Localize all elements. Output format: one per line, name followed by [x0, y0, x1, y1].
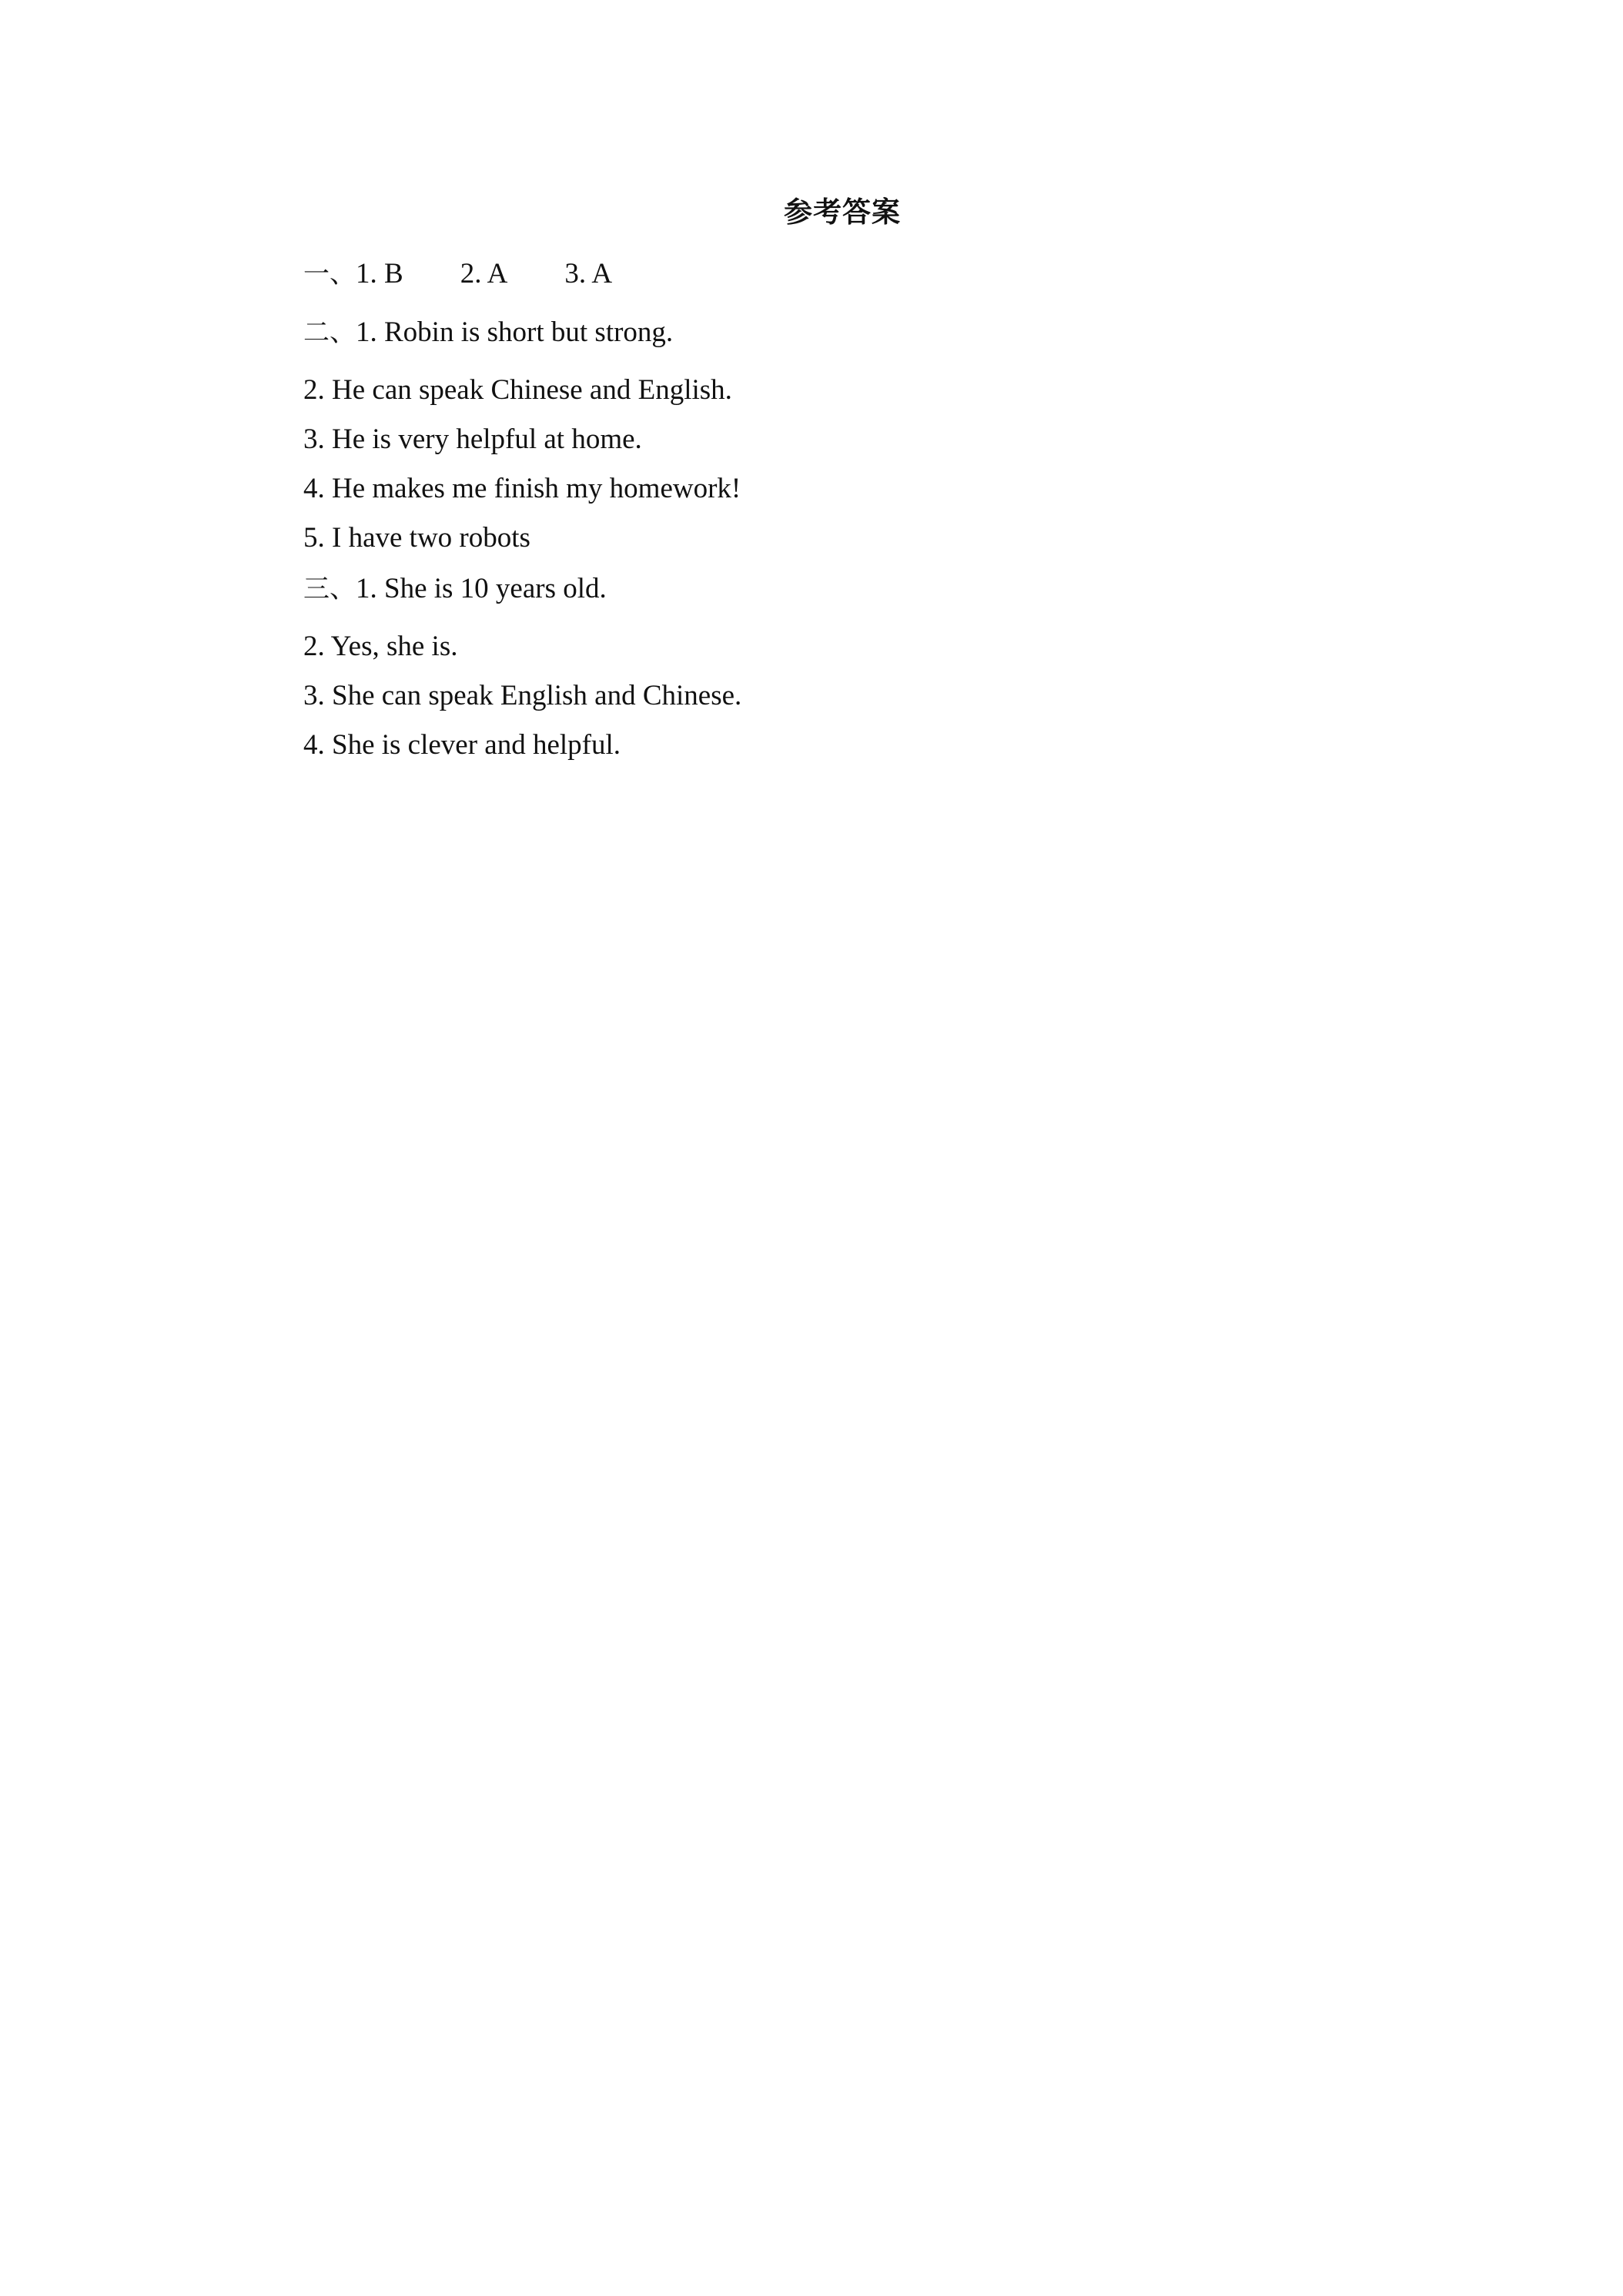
- answer-text: 1. She is 10 years old.: [356, 573, 607, 604]
- section-2-item-3: 3. He is very helpful at home.: [303, 423, 642, 455]
- page-title: 参考答案: [784, 196, 901, 229]
- section-3-item-3: 3. She can speak English and Chinese.: [303, 680, 742, 711]
- mc-answer-3: 3. A: [564, 258, 613, 290]
- section-1-answers: [303, 256, 612, 293]
- section-3-item-4: 4. She is clever and helpful.: [303, 729, 621, 761]
- mc-answer-1: 1. B: [356, 258, 403, 290]
- mc-answer-2: 2. A: [460, 258, 508, 290]
- multiple-choice-answers: [356, 256, 612, 293]
- section-2-item-2: 2. He can speak Chinese and English.: [303, 374, 732, 406]
- section-1-label: 一、: [303, 259, 356, 290]
- section-2-item-1: [303, 314, 673, 351]
- answer-text: 1. Robin is short but strong.: [356, 316, 674, 348]
- section-3-item-2: 2. Yes, she is.: [303, 631, 458, 662]
- section-3-item-1: [303, 571, 607, 607]
- section-3-label: 三、: [303, 574, 356, 604]
- section-2-item-4: 4. He makes me finish my homework!: [303, 473, 741, 504]
- section-2-label: 二、: [303, 317, 356, 348]
- section-2-item-5: 5. I have two robots: [303, 522, 530, 554]
